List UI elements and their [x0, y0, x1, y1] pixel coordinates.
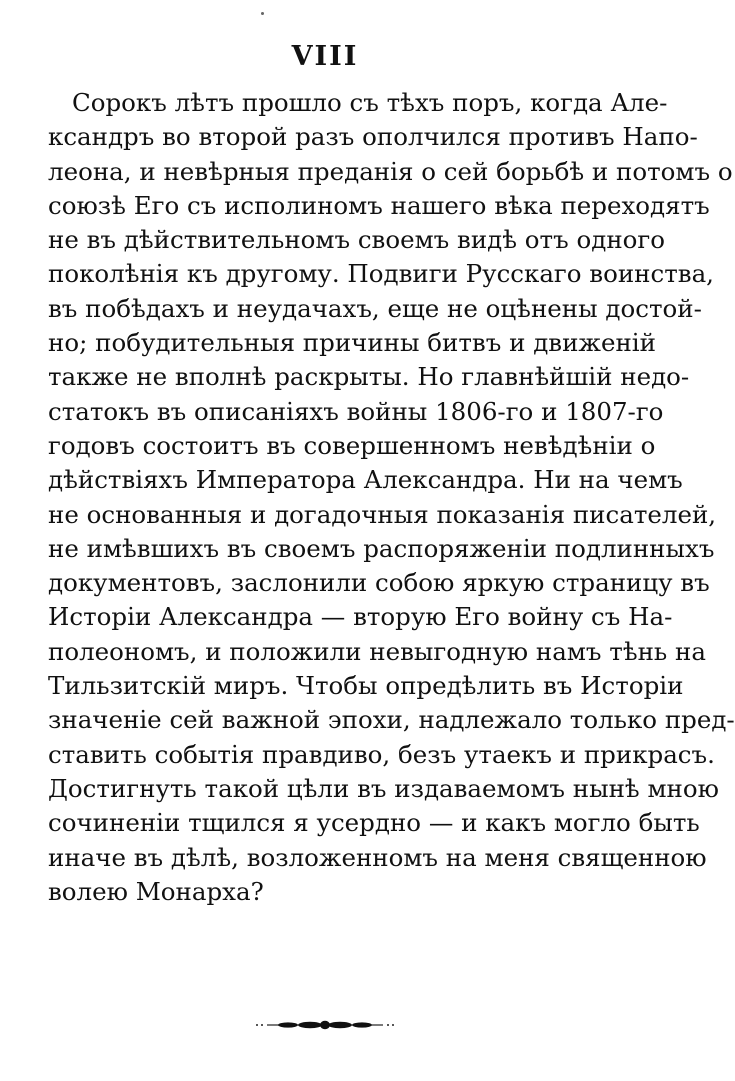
text-line: значеніе сей важной эпохи, надлежало только пред-: [48, 705, 735, 735]
text-line: статокъ въ описаніяхъ войны 1806-го и 1807-го: [48, 396, 664, 426]
text-line: Тильзитскій миръ. Чтобы опредѣлить въ Исторіи: [48, 671, 684, 701]
text-line: не имѣвшихъ въ своемъ распоряженіи подлинныхъ: [48, 533, 715, 563]
ornament-divider: [255, 1016, 395, 1032]
text-line: волею Монарха?: [48, 876, 264, 906]
text-line: леона, и невѣрныя преданія о сей борьбѣ и потомъ о: [48, 156, 733, 186]
text-line: ксандръ во второй разъ ополчился противъ Напо-: [48, 122, 698, 152]
text-line: полеономъ, и положили невыгодную намъ тѣнь на: [48, 636, 706, 666]
text-line: Исторіи Александра — вторую Его войну съ На-: [48, 602, 673, 632]
text-line: дѣйствіяхъ Императора Александра. Ни на чемъ: [48, 465, 683, 495]
text-line: Достигнуть такой цѣли въ издаваемомъ нынѣ мною: [48, 773, 719, 803]
text-line: сочиненіи тщился я усердно — и какъ могло быть: [48, 808, 700, 838]
text-line: не въ дѣйствительномъ своемъ видѣ отъ одного: [48, 225, 665, 255]
text-line: въ побѣдахъ и неудачахъ, еще не оцѣнены достой-: [48, 293, 702, 323]
text-line: поколѣнія къ другому. Подвиги Русскаго воинства,: [48, 259, 714, 289]
text-line: но; побудительныя причины битвъ и движеній: [48, 328, 656, 358]
text-line: союзѣ Его съ исполиномъ нашего вѣка переходятъ: [48, 190, 710, 220]
ink-speck: [261, 12, 264, 15]
page-number: VIII: [291, 41, 359, 72]
text-line: документовъ, заслонили собою яркую страницу въ: [48, 568, 710, 598]
body-paragraph: [48, 86, 735, 909]
text-line: также не вполнѣ раскрыты. Но главнѣйшій недо-: [48, 362, 690, 392]
text-line: не основанныя и догадочныя показанія писателей,: [48, 499, 717, 529]
text-line: иначе въ дѣлѣ, возложенномъ на меня священною: [48, 842, 707, 872]
text-line: годовъ состоитъ въ совершенномъ невѣдѣніи о: [48, 430, 656, 460]
text-line: Сорокъ лѣтъ прошло съ тѣхъ поръ, когда Але-: [72, 88, 668, 117]
text-line: ставить событія правдиво, безъ утаекъ и прикрасъ.: [48, 739, 715, 769]
